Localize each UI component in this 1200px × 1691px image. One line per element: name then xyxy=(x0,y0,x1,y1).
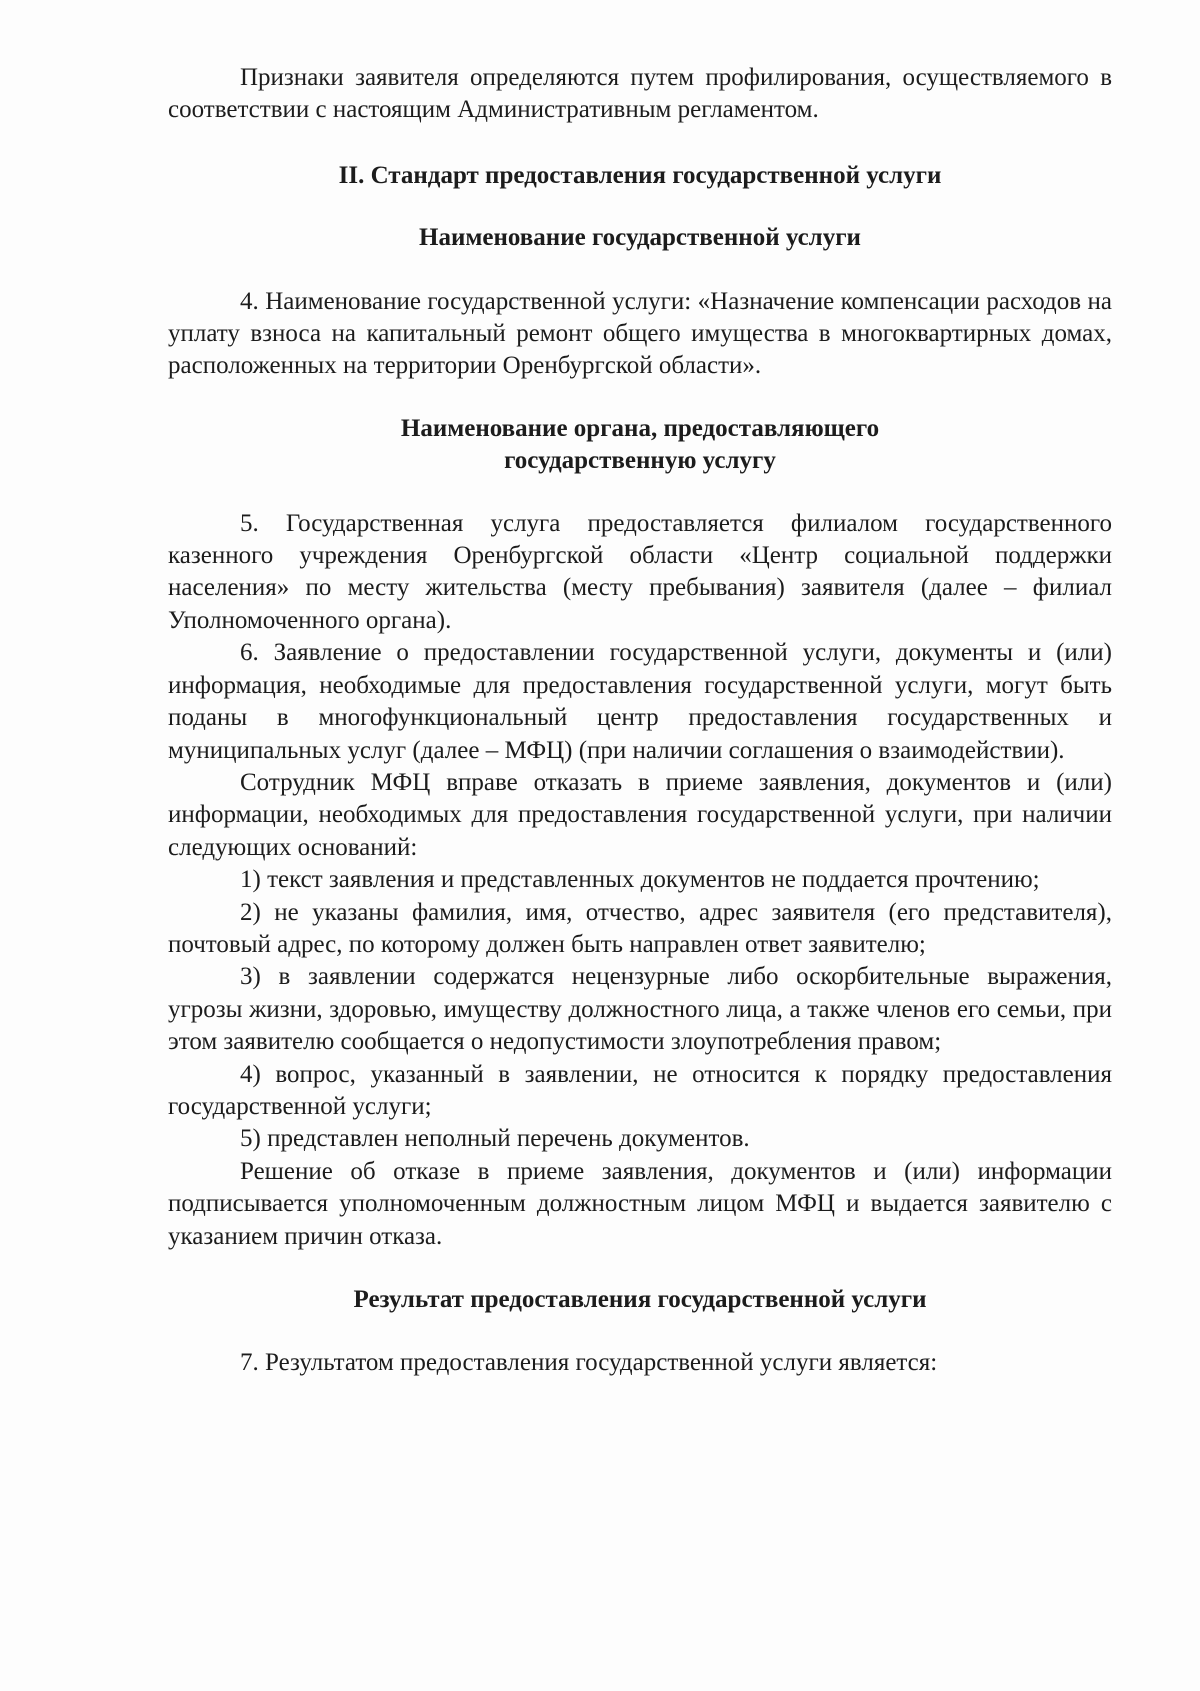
subheading-authority xyxy=(168,413,1112,478)
section-title: II. Стандарт предоставления государственной услуги xyxy=(338,161,942,189)
paragraph-5: 5. Государственная услуга предоставляется филиалом государственного казенного учреждения Оренбургской области «Центр социальной поддержки населения» по месту жительства (месту пребывания) заявителя (далее – филиал Уполномоченного органа). xyxy=(168,509,1112,634)
intro-paragraph: Признаки заявителя определяются путем профилирования, осуществляемого в соответствии с настоящим Административным регламентом. xyxy=(168,64,1112,124)
paragraph-mfc-refusal: Сотрудник МФЦ вправе отказать в приеме заявления, документов и (или) информации, необходимых для предоставления государственной услуги, при наличии следующих оснований: xyxy=(168,768,1112,861)
ground-item-5: 5) представлен неполный перечень документов. xyxy=(240,1125,750,1153)
subheading-authority-line1: Наименование органа, предоставляющего xyxy=(400,414,880,442)
document-body xyxy=(168,62,1112,1380)
subheading-authority-line2: государственную услугу xyxy=(504,447,776,475)
paragraph-decision: Решение об отказе в приеме заявления, документов и (или) информации подписывается уполномоченным должностным лицом МФЦ и выдается заявителю с указанием причин отказа. xyxy=(168,1157,1112,1250)
ground-item-4: 4) вопрос, указанный в заявлении, не относится к порядку предоставления государственной услуги; xyxy=(168,1060,1112,1120)
paragraph-7: 7. Результатом предоставления государственной услуги является: xyxy=(240,1349,938,1377)
paragraph-4: 4. Наименование государственной услуги: «Назначение компенсации расходов на уплату взноса на капитальный ремонт общего имущества в многоквартирных домах, расположенных на территории Оренбургской области». xyxy=(168,287,1112,380)
ground-item-2: 2) не указаны фамилия, имя, отчество, адрес заявителя (его представителя), почтовый адрес, по которому должен быть направлен ответ заявителю; xyxy=(168,898,1112,958)
subheading-service-name: Наименование государственной услуги xyxy=(419,224,861,252)
ground-item-1: 1) текст заявления и представленных документов не поддается прочтению; xyxy=(240,866,1040,894)
subheading-result: Результат предоставления государственной услуги xyxy=(353,1286,927,1313)
paragraph-6: 6. Заявление о предоставлении государственной услуги, документы и (или) информация, необходимые для предоставления государственной услуги, могут быть поданы в многофункциональный центр предоставления государственных и муниципальных услуг (далее – МФЦ) (при наличии соглашения о взаимодействии). xyxy=(168,639,1112,764)
ground-item-3: 3) в заявлении содержатся нецензурные либо оскорбительные выражения, угрозы жизни, здоровью, имуществу должностного лица, а также членов его семьи, при этом заявителю сообщается о недопустимости злоупотребления правом; xyxy=(168,963,1112,1056)
